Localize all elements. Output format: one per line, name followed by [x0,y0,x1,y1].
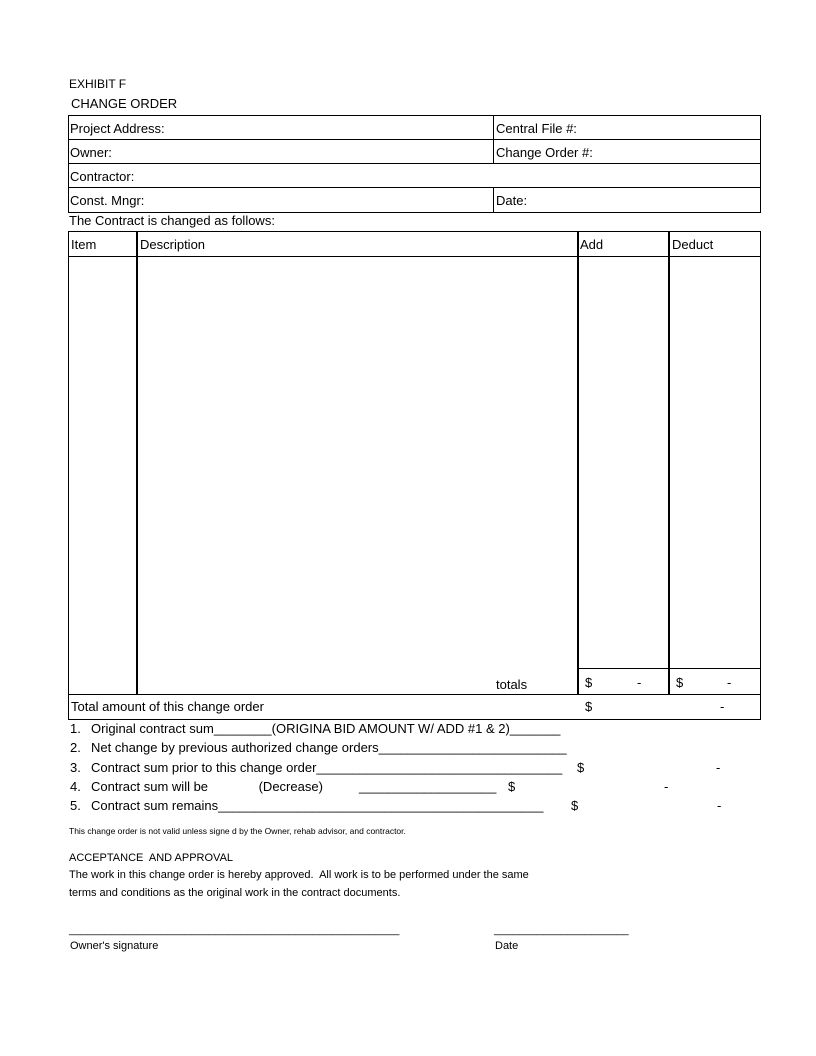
deduct-total-currency: $ [676,675,684,690]
date-signature-label: Date [495,940,519,952]
summary-currency: $ [577,760,585,775]
summary-num: 2. [70,740,81,755]
column-header-add: Add [580,237,604,252]
total-amount-currency: $ [585,699,593,714]
summary-text: Original contract sum________(ORIGINA BID AMOUNT W/ ADD #1 & 2)_______ [91,721,561,736]
summary-num: 4. [70,779,81,794]
total-amount-value: - [720,699,725,714]
page-title: CHANGE ORDER [71,96,178,111]
totals-label: totals [496,677,528,692]
summary-text: Contract sum remains_____________________________________________ [91,798,544,813]
deduct-total-value: - [727,675,732,690]
central-file-field[interactable]: Central File #: [496,121,577,136]
add-total-currency: $ [585,675,593,690]
summary-num: 5. [70,798,81,813]
owner-signature-line[interactable]: ______________________________________________________ [69,924,400,936]
date-signature-line[interactable]: ______________________ [494,924,629,936]
summary-text: Contract sum will be (Decrease) ___________________ [91,779,497,794]
summary-value: - [717,798,722,813]
owner-field[interactable]: Owner: [70,145,112,160]
summary-currency: $ [571,798,579,813]
acceptance-text-line1: The work in this change order is hereby approved. All work is to be performed under the same [69,869,529,881]
project-address-field[interactable]: Project Address: [70,121,165,136]
const-mngr-field[interactable]: Const. Mngr: [70,193,145,208]
column-header-deduct: Deduct [672,237,714,252]
total-amount-label: Total amount of this change order [71,699,264,714]
column-header-description: Description [140,237,206,252]
summary-value: - [664,779,669,794]
date-field[interactable]: Date: [496,193,528,208]
summary-text: Net change by previous authorized change orders__________________________ [91,740,567,755]
exhibit-label: EXHIBIT F [69,77,127,91]
contractor-field[interactable]: Contractor: [70,169,135,184]
summary-value: - [716,760,721,775]
add-total-value: - [637,675,642,690]
summary-currency: $ [508,779,516,794]
contract-changed-label: The Contract is changed as follows: [69,213,275,228]
column-header-item: Item [71,237,97,252]
owner-signature-label: Owner's signature [70,940,159,952]
disclaimer-text: This change order is not valid unless signe d by the Owner, rehab advisor, and contractor. [69,826,406,836]
summary-num: 1. [70,721,81,736]
acceptance-heading: ACCEPTANCE AND APPROVAL [69,852,234,864]
acceptance-text-line2: terms and conditions as the original work in the contract documents. [69,887,401,899]
summary-text: Contract sum prior to this change order__________________________________ [91,760,563,775]
summary-num: 3. [70,760,81,775]
change-order-number-field[interactable]: Change Order #: [496,145,593,160]
